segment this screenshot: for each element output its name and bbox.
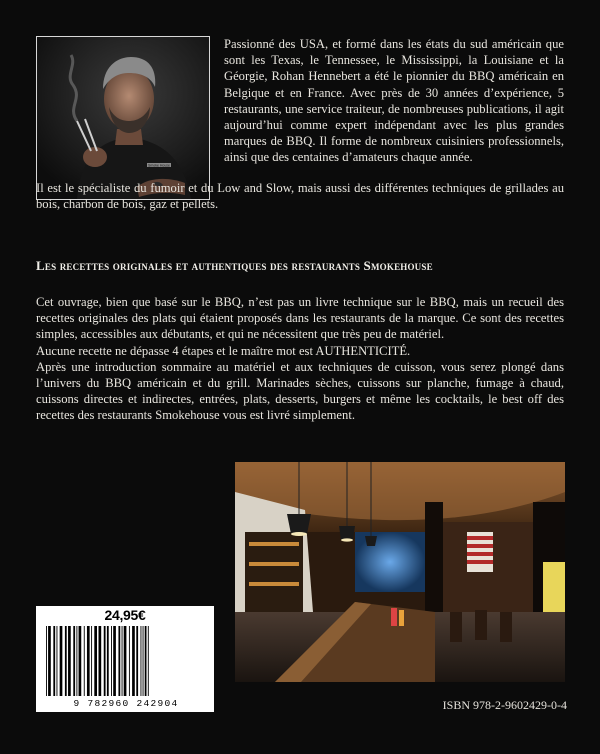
barcode-bar (145, 626, 147, 696)
barcode-bar (65, 626, 67, 696)
description-paragraph: Cet ouvrage, bien que basé sur le BBQ, n’est pas un livre technique sur le BBQ, mais un recueil des recettes originales des plats qui étaient proposés dans les restaurants de la marque. Ce sont des recettes simples, accessibles aux débutants, et qui ne nécessitent que très peu de matériel. (36, 295, 564, 342)
barcode-bar (87, 626, 90, 696)
restaurant-photo (235, 462, 565, 682)
barcode-digits: 9 782960 242904 (73, 698, 179, 709)
barcode-bar (107, 626, 109, 696)
price-label: 24,95€ (104, 607, 146, 623)
barcode-bar (143, 626, 144, 696)
barcode-bar (124, 626, 127, 696)
barcode-bar (99, 626, 102, 696)
barcode-bar (122, 626, 123, 696)
apron-logo: Smoke House (148, 163, 170, 168)
barcode-bar (68, 626, 71, 696)
barcode-bar (91, 626, 92, 696)
barcode-bar (60, 626, 63, 696)
barcode-label (36, 606, 214, 712)
author-photo (37, 37, 209, 199)
barcode-bar (141, 626, 142, 696)
barcode-bar (46, 626, 47, 696)
barcode-bar (79, 626, 82, 696)
description-paragraph: Aucune recette ne dépasse 4 étapes et le maître mot est AUTHENTICITÉ. (36, 343, 411, 358)
barcode-bar (148, 626, 149, 696)
barcode-bar (129, 626, 130, 696)
barcode-bar (57, 626, 58, 696)
barcode-bar (73, 626, 75, 696)
barcode (36, 606, 214, 712)
isbn-label: ISBN 978-2-9602429-0-4 (442, 698, 567, 712)
barcode-bar (76, 626, 77, 696)
author-bio: Passionné des USA, et formé dans les états du sud américain que sont les Texas, le Tennessee, le Mississippi, la Louisiane et la Géorgie, Rohan Hennebert a été le pionnier du BBQ américain en Belgique et en France. Avec près de 30 années d’expérience, 5 restaurants, une service traiteur, de nombreuses publications, il agit aujourd’hui comme expert indépendant avec les plus grandes marques de BBQ. Il forme de nombreux cuisiniers professionnels, ainsi que des centaines d’amateurs chaque année. (224, 37, 564, 165)
barcode-bar (113, 626, 116, 696)
author-bio-continued: Il est le spécialiste du fumoir et du Low and Slow, mais aussi des différentes techniques de grillades au bois, charbon de bois, gaz et pellets. (36, 181, 564, 212)
barcode-bar (111, 626, 112, 696)
barcode-bar (104, 626, 106, 696)
barcode-bar (48, 626, 51, 696)
barcode-bar (84, 626, 85, 696)
barcode-bar (94, 626, 97, 696)
barcode-bar (132, 626, 135, 696)
barcode-bar (136, 626, 138, 696)
barcode-bar (118, 626, 120, 696)
author-portrait (36, 36, 210, 200)
section-title: Les recettes originales et authentiques des restaurants Smokehouse (36, 258, 433, 273)
book-description (36, 294, 564, 424)
restaurant-interior-image (235, 462, 565, 682)
description-paragraph: Après une introduction sommaire au matériel et aux techniques de cuisson, vous serez plongé dans l’univers du BBQ américain et du grill. Marinades sèches, cuissons sur planche, fumage à chaud, cuissons directes et indirectes, entrées, plats, desserts, burgers et même les cocktails, le best off des recettes des restaurants Smokehouse vous est livré simplement. (36, 359, 564, 423)
barcode-bar (53, 626, 55, 696)
